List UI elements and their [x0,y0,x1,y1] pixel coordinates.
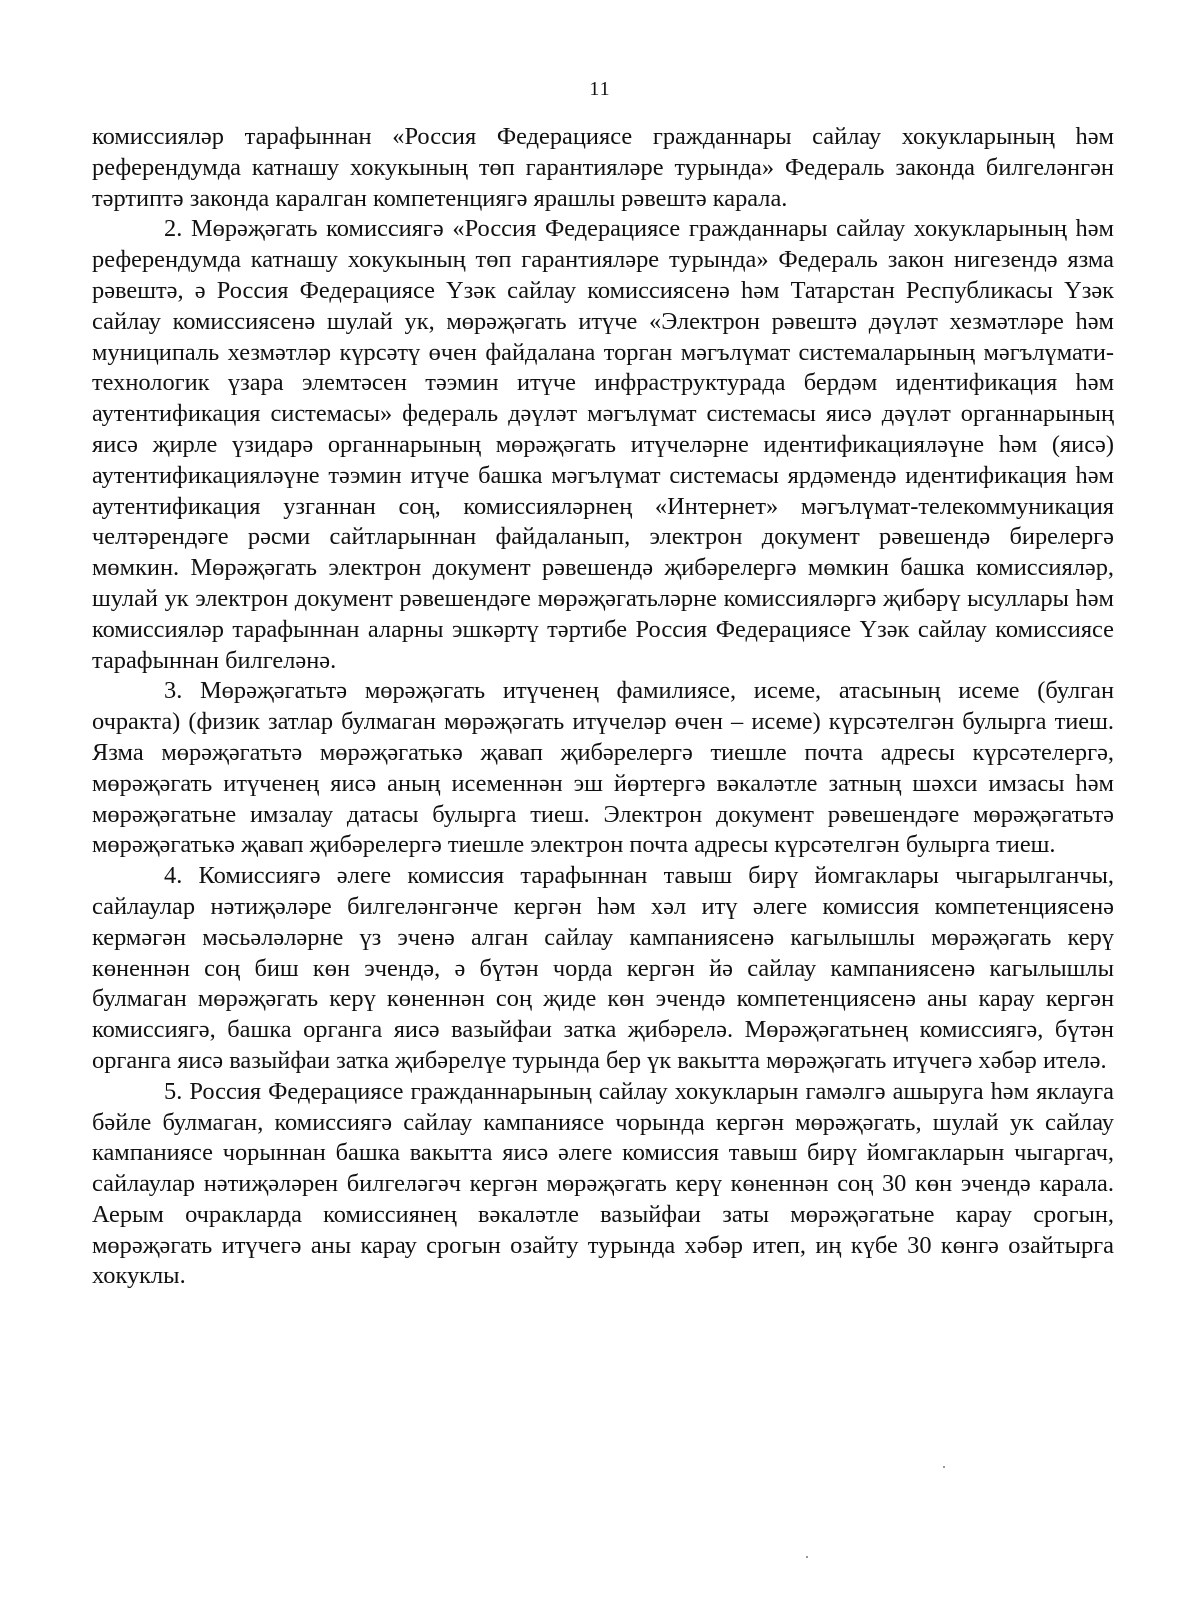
paragraph-continuation: комиссияләр тарафыннан «Россия Федерациясе гражданнары сайлау хокукларының һәм референдумда катнашу хокукының төп гарантияләре турында» Федераль законда билгеләнгән тәртиптә законда каралган компетенциягә ярашлы рәвештә карала. [92,123,1114,212]
scan-speck [806,1556,808,1558]
paragraph-item-4: 4. Комиссиягә әлеге комиссия тарафыннан тавыш бирү йомгаклары чыгарылганчы, сайлаулар нәтиҗәләре билгеләнгәнче кергән һәм хәл итү әлеге комиссия компетенциясенә кермәгән мәсьәләләрне үз эченә алган сайлау кампаниясенә кагылышлы мөрәҗәгать керү көненнән соң биш көн эчендә, ә бүтән чорда кергән йә сайлау кампаниясенә кагылышлы булмаган мөрәҗәгать керү көненнән соң җиде көн эчендә компетенциясенә аны карау кергән комиссиягә, башка органга яисә вазыйфаи затка җибәрелә. Мөрәҗәгатьнең комиссиягә, бүтән органга яисә вазыйфаи затка җибәрелүе турында бер үк вакытта мөрәҗәгать итүчегә хәбәр ителә. [92,862,1114,1074]
scan-speck [943,1466,945,1468]
paragraph-item-5: 5. Россия Федерациясе гражданнарының сайлау хокукларын гамәлгә ашыруга һәм яклауга бәйле булмаган, комиссиягә сайлау кампаниясе чорында кергән мөрәҗәгать, шулай ук сайлау кампаниясе чорыннан башка вакытта яисә әлеге комиссия тавыш бирү йомгакларын чыгаргач, сайлаулар нәтиҗәләрен билгеләгәч кергән мөрәҗәгать керү көненнән соң 30 көн эчендә карала. Аерым очракларда комиссиянең вәкаләтле вазыйфаи заты мөрәҗәгатьне карау срогын, мөрәҗәгать итүчегә аны карау срогын озайту турында хәбәр итеп, иң күбе 30 көнгә озайтырга хокуклы. [92,1077,1114,1290]
paragraph-item-2: 2. Мөрәҗәгать комиссиягә «Россия Федерациясе гражданнары сайлау хокукларының һәм референдумда катнашу хокукының төп гарантияләре турында» Федераль закон нигезендә язма рәвештә, ә Россия Федерациясе Үзәк сайлау комиссиясенә һәм Татарстан Республикасы Үзәк сайлау комиссиясенә шулай ук, мөрәҗәгать итүче «Электрон рәвештә дәүләт хезмәтләре һәм муниципаль хезмәтләр күрсәтү өчен файдалана торган мәгълүмат системаларының мәгълүмати-технологик үзара элемтәсен тәэмин итүче инфраструктурада бердәм идентификация һәм аутентификация системасы» федераль дәүләт мәгълүмат системасы яисә дәүләт органнарының яисә җирле үзидарә органнарының мөрәҗәгать итүчеләрне идентификацияләүне һәм (яисә) аутентификацияләүне тәэмин итүче башка мәгълүмат системасы ярдәмендә идентификация һәм аутентификация узганнан соң, комиссияләрнең «Интернет» мәгълүмат-телекоммуникация челтәрендәге рәсми сайтларыннан файдаланып, электрон документ рәвешендә бирелергә мөмкин. Мөрәҗәгать электрон документ рәвешендә җибәрелергә мөмкин башка комиссияләр, шулай ук электрон документ рәвешендәге мөрәҗәгатьләрне комиссияләргә җибәрү ысуллары һәм комиссияләр тарафыннан аларны эшкәртү тәртибе Россия Федерациясе Үзәк сайлау комиссиясе тарафыннан билгеләнә. [92,215,1114,674]
paragraph-item-3: 3. Мөрәҗәгатьтә мөрәҗәгать итүченең фамилиясе, исеме, атасының исеме (булган очракта) (физик затлар булмаган мөрәҗәгать итүчеләр өчен – исеме) күрсәтелгән булырга тиеш. Язма мөрәҗәгатьтә мөрәҗәгатькә җавап җибәрелергә тиешле почта адресы күрсәтелергә, мөрәҗәгать итүченең яисә аның исеменнән эш йөртергә вәкаләтле затның шәхси имзасы һәм мөрәҗәгатьне имзалау датасы булырга тиеш. Электрон документ рәвешендәге мөрәҗәгатьтә мөрәҗәгатькә җавап җибәрелергә тиешле электрон почта адресы күрсәтелгән булырга тиеш. [92,677,1114,859]
document-body [92,122,1114,1292]
page-number: 11 [589,78,611,100]
